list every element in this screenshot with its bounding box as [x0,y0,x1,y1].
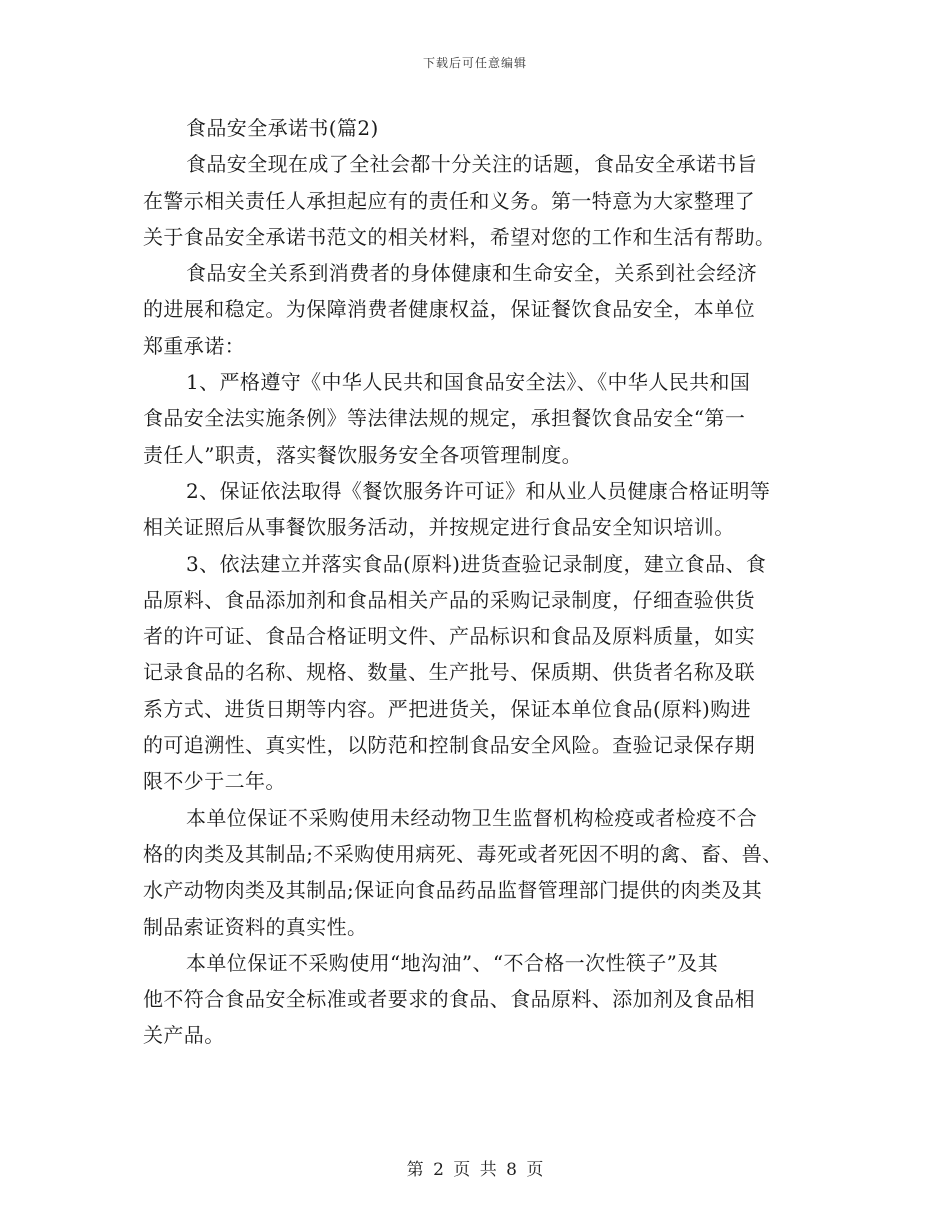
paragraph-line: 品原料、食品添加剂和食品相关产品的采购记录制度，仔细查验供货 [143,587,755,612]
page-number-footer: 第 2 页 共 8 页 [406,1160,544,1180]
paragraph-line: 格的肉类及其制品;不采购使用病死、毒死或者死因不明的禽、畜、兽、 [143,841,783,866]
paragraph-line: 1、严格遵守《中华人民共和国食品安全法》、《中华人民共和国 [186,370,751,395]
page-header: 下载后可任意编辑 [422,56,527,70]
paragraph-line: 者的许可证、食品合格证明文件、产品标识和食品及原料质量，如实 [143,624,755,649]
paragraph-line: 责任人”职责，落实餐饮服务安全各项管理制度。 [143,442,583,467]
paragraph-line: 在警示相关责任人承担起应有的责任和义务。第一特意为大家整理了 [143,188,755,213]
paragraph-line: 水产动物肉类及其制品;保证向食品药品监督管理部门提供的肉类及其 [143,878,763,903]
document-body [143,110,813,1054]
paragraph-line: 系方式、进货日期等内容。严把进货关，保证本单位食品(原料)购进 [143,696,752,721]
paragraph-line: 3、依法建立并落实食品(原料)进货查验记录制度，建立食品、食 [186,551,767,576]
paragraph-line: 2、保证依法取得《餐饮服务许可证》和从业人员健康合格证明等 [186,478,771,503]
paragraph-line: 制品索证资料的真实性。 [143,914,368,939]
paragraph-line: 食品安全法实施条例》等法律法规的规定，承担餐饮食品安全“第一 [143,406,746,431]
paragraph-line: 本单位保证不采购使用“地沟油”、“不合格一次性筷子”及其 [186,950,719,975]
paragraph-line: 食品安全关系到消费者的身体健康和生命安全，关系到社会经济 [186,261,758,286]
paragraph-line: 的进展和稳定。为保障消费者健康权益，保证餐饮食品安全，本单位 [143,297,755,322]
paragraph-line: 限不少于二年。 [143,769,286,794]
paragraph-line: 关于食品安全承诺书范文的相关材料，希望对您的工作和生活有帮助。 [143,224,776,249]
paragraph-line: 本单位保证不采购使用未经动物卫生监督机构检疫或者检疫不合 [186,805,758,830]
paragraph-line: 记录食品的名称、规格、数量、生产批号、保质期、供货者名称及联 [143,660,755,685]
document-title: 食品安全承诺书(篇2) [186,116,379,140]
paragraph-line: 的可追溯性、真实性，以防范和控制食品安全风险。查验记录保存期 [143,733,755,758]
paragraph-line: 食品安全现在成了全社会都十分关注的话题，食品安全承诺书旨 [186,152,758,177]
paragraph-line: 关产品。 [143,1023,225,1048]
paragraph-line: 他不符合食品安全标准或者要求的食品、食品原料、添加剂及食品相 [143,987,755,1012]
paragraph-line: 相关证照后从事餐饮服务活动，并按规定进行食品安全知识培训。 [143,515,735,540]
paragraph-line: 郑重承诺： [143,333,245,358]
